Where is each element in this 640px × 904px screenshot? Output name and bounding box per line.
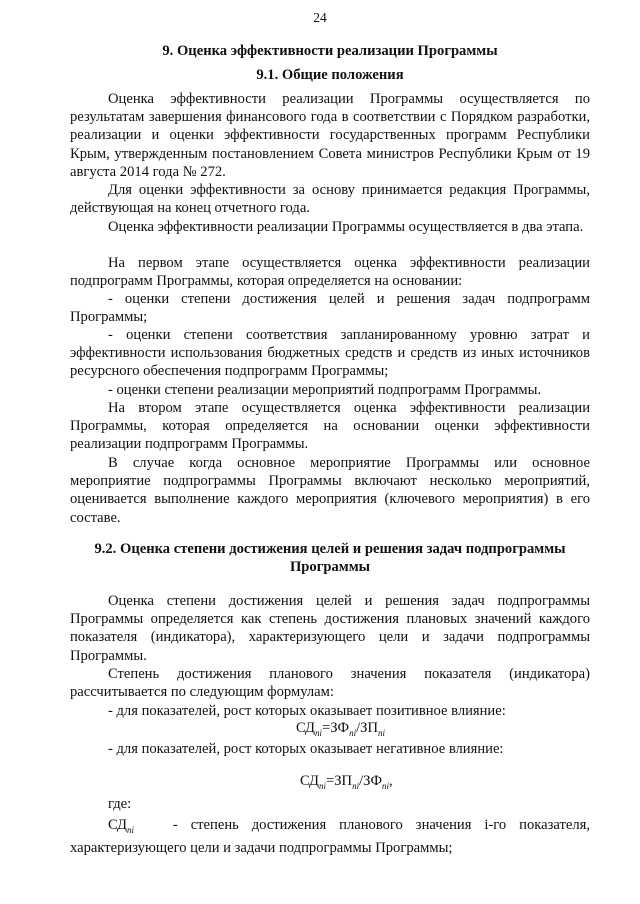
- list-item: - оценки степени соответствия запланированному уровню затрат и эффективности использования бюджетных средств и средств из иных источников ресурсного обеспечения подпрограмм Программы;: [70, 327, 590, 380]
- paragraph: Степень достижения планового значения показателя (индикатора) рассчитывается по следующим формулам:: [70, 666, 590, 701]
- paragraph: В случае когда основное мероприятие Программы или основное мероприятие подпрограммы Программы включают несколько мероприятий, оценивается выполнение каждого мероприятия (ключевого мероприятия) в его составе.: [70, 455, 590, 526]
- paragraph: На втором этапе осуществляется оценка эффективности реализации Программы, которая определяется на основании оценки эффективности реализации подпрограмм Программы.: [70, 400, 590, 453]
- section-9-2-title-line1: 9.2. Оценка степени достижения целей и решения задач подпрограммы: [94, 541, 566, 557]
- paragraph: Оценка степени достижения целей и решения задач подпрограммы Программы определяется как степень достижения плановых значений каждого показателя (индикатора), характеризующего цели и задачи подпрограммы Программы.: [70, 593, 590, 664]
- paragraph: Оценка эффективности реализации Программы осуществляется по результатам завершения финансового года в соответствии с Порядком разработки, реализации и оценки эффективности государственных программ Республики Крым, утвержденным постановлением Совета министров Республики Крым от 19 августа 2014 года № 272.: [70, 91, 590, 180]
- where-label: где:: [108, 796, 132, 812]
- paragraph: Оценка эффективности реализации Программы осуществляется в два этапа.: [108, 219, 584, 235]
- page-number: 24: [313, 10, 327, 25]
- list-item: - оценки степени реализации мероприятий подпрограмм Программы.: [108, 382, 542, 398]
- section-9-2-title-line2: Программы: [289, 559, 371, 575]
- section-9-1-title: 9.1. Общие положения: [256, 67, 404, 83]
- definition-text: - степень достижения планового значения i-го показателя, характеризующего цели и задачи подпрограммы Программы;: [70, 817, 590, 857]
- definition: [70, 816, 590, 857]
- paragraph: На первом этапе осуществляется оценка эффективности реализации подпрограмм Программы, которая определяется на основании:: [70, 255, 590, 290]
- section-9-title: 9. Оценка эффективности реализации Программы: [162, 43, 498, 59]
- paragraph: - для показателей, рост которых оказывает позитивное влияние:: [108, 703, 506, 719]
- list-item: - оценки степени достижения целей и решения задач подпрограмм Программы;: [70, 291, 590, 326]
- formula-positive: $СД_{пі}=ЗФ_{пі}/ЗП_{пі}$: [296, 720, 386, 738]
- section-9-2-title: [70, 540, 590, 576]
- paragraph: Для оценки эффективности за основу принимается редакция Программы, действующая на конец отчетного года.: [70, 182, 590, 217]
- paragraph: - для показателей, рост которых оказывает негативное влияние:: [108, 741, 504, 757]
- formula-negative: $СД_{пі}=ЗП_{пі}/ЗФ_{пі}$,: [300, 773, 393, 791]
- definition-term: $СД_{пі}$: [108, 817, 134, 835]
